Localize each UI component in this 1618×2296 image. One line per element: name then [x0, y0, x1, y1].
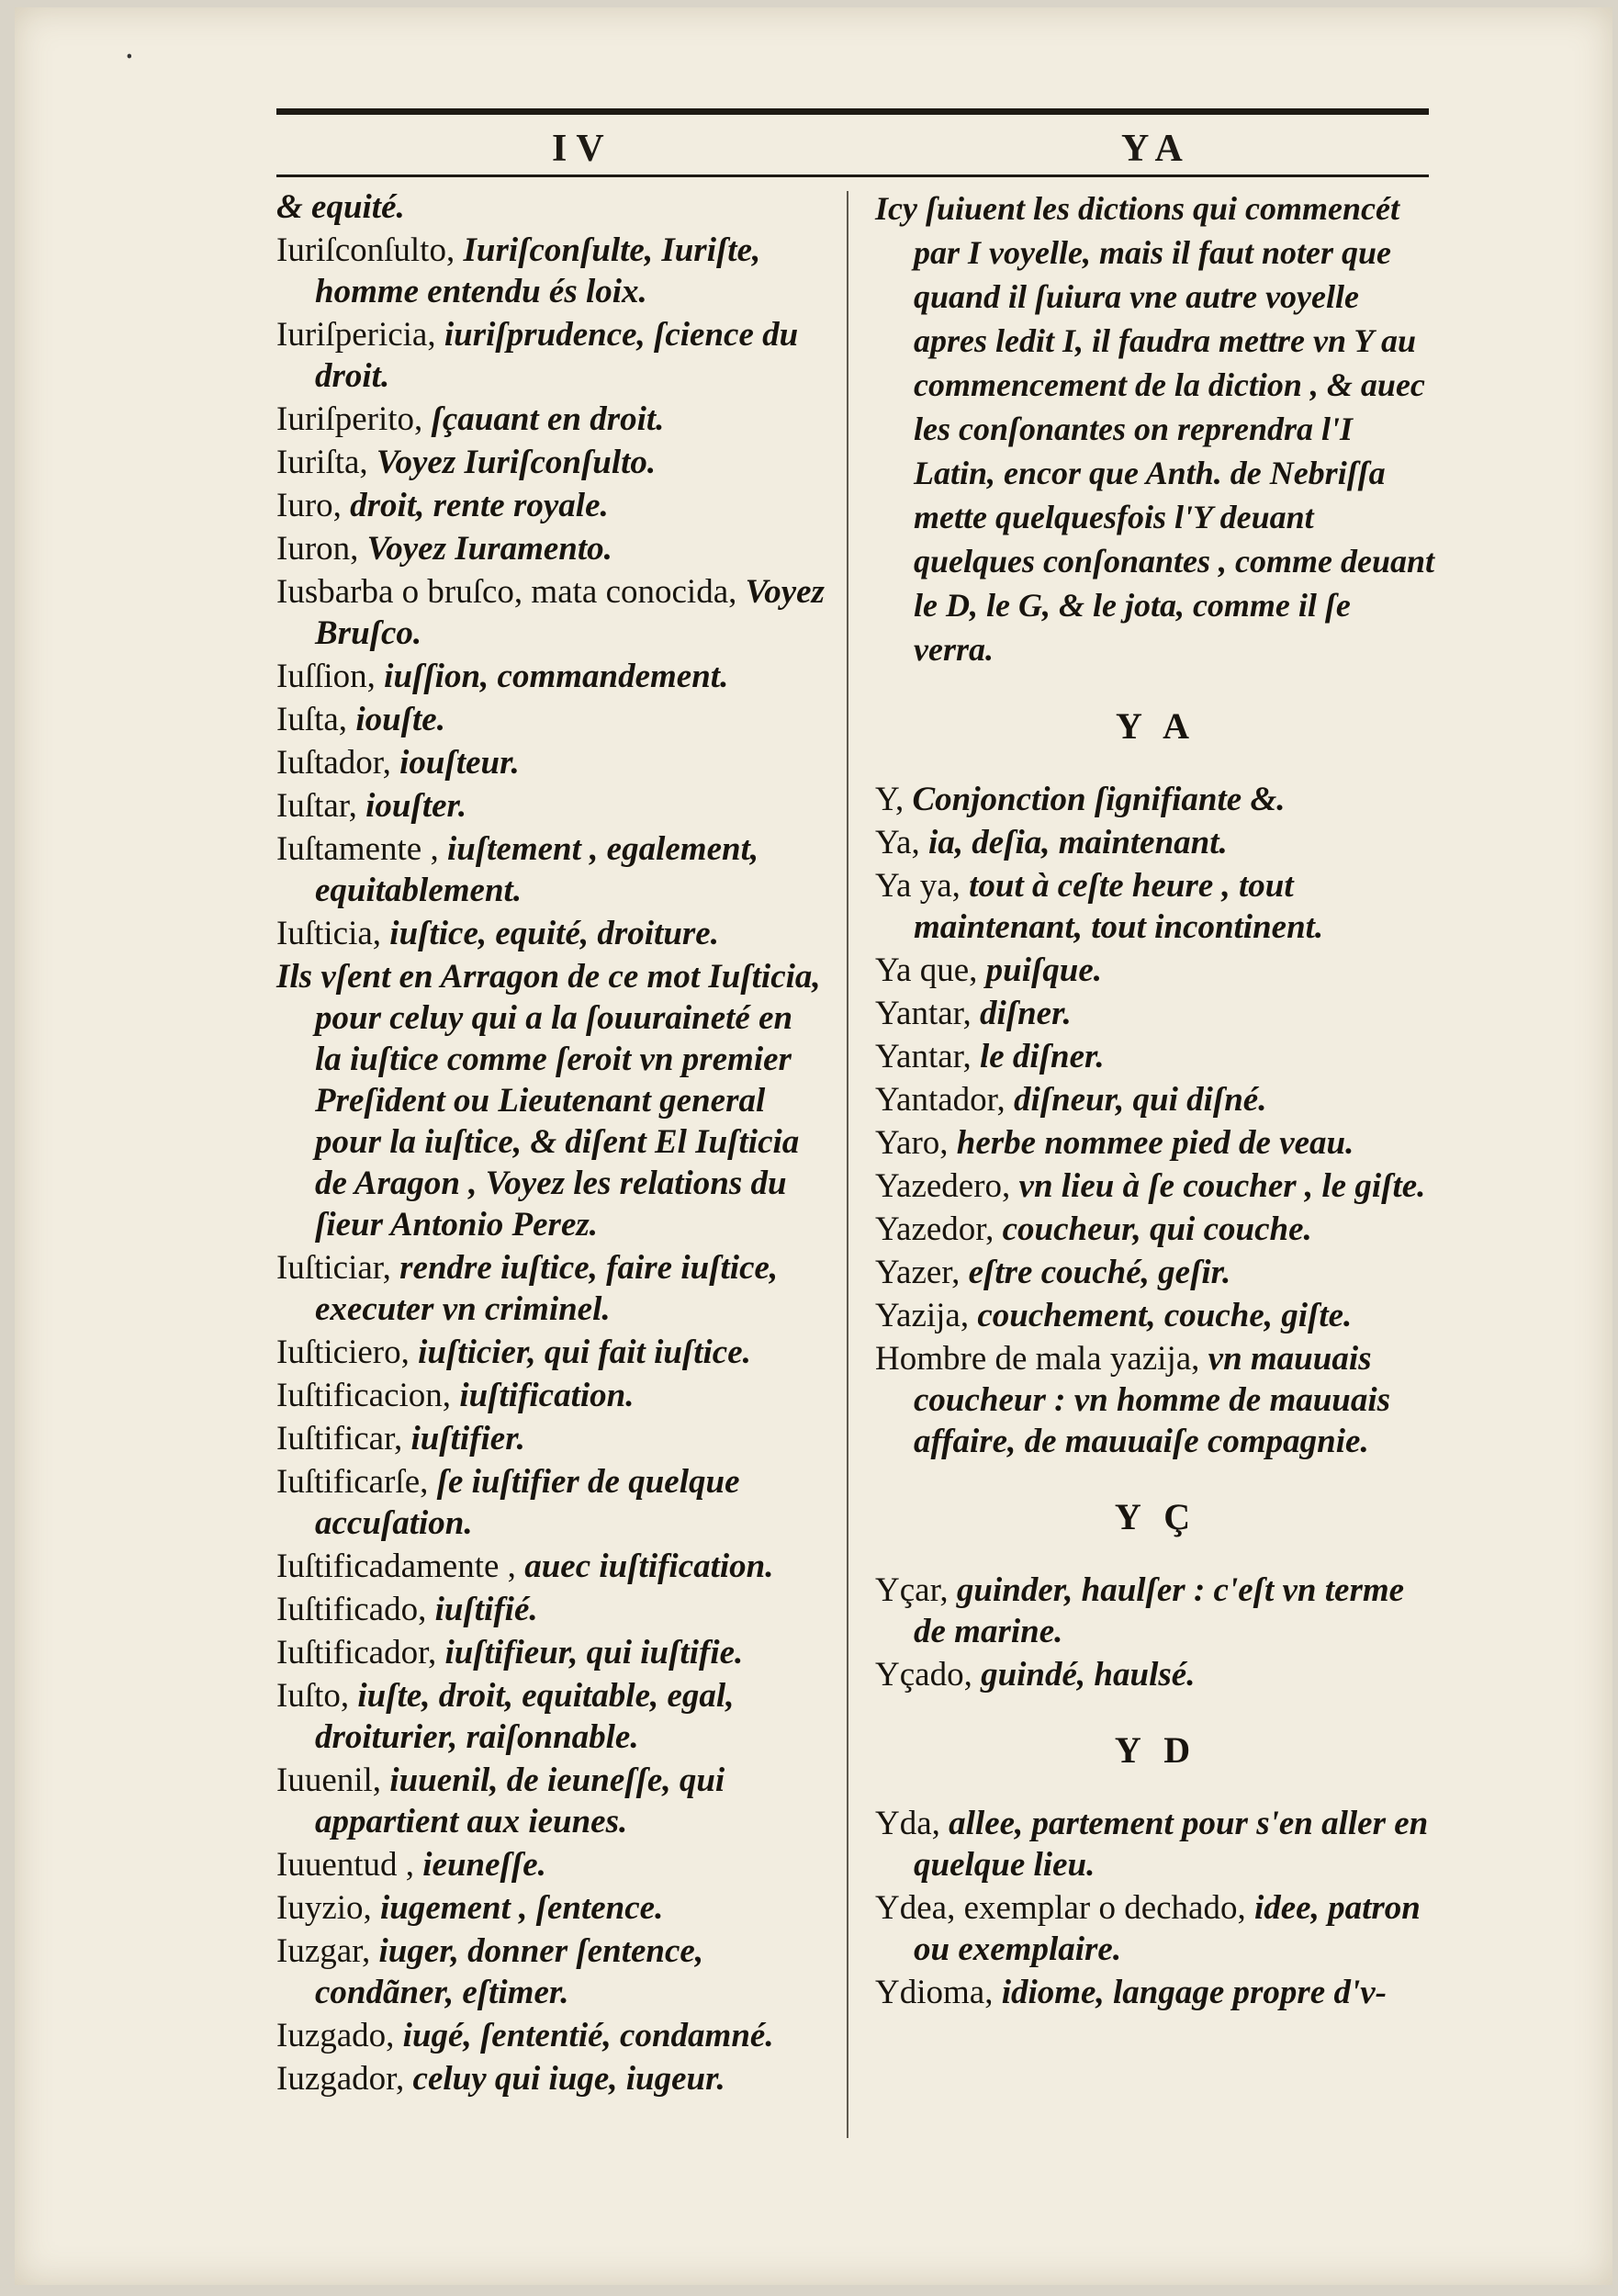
entry-headword: Iuriſconſulto, — [276, 231, 455, 269]
dictionary-entry — [875, 1122, 1437, 1164]
entry-translation: diſner. — [979, 995, 1072, 1032]
entry-headword: Iuſtar, — [276, 787, 357, 825]
entry-headword: Iuſtificadamente , — [276, 1548, 516, 1585]
entry-headword: Hombre de mala yazija, — [875, 1340, 1200, 1378]
entry-headword: Iuſtificacion, — [276, 1377, 452, 1414]
entry-translation: iugé, ſententié, condamné. — [402, 2017, 774, 2054]
dictionary-entry — [875, 950, 1437, 991]
entry-translation: ieuneſſe. — [422, 1846, 546, 1884]
entry-translation: celuy qui iuge, iugeur. — [412, 2060, 725, 2098]
entry-translation: allee, partement pour s'en aller en quelque lieu. — [914, 1805, 1429, 1884]
dictionary-entry — [276, 1887, 827, 1929]
entry-translation: iouſte. — [355, 701, 445, 738]
running-header — [276, 108, 1429, 182]
entry-translation: iouſter. — [365, 787, 467, 825]
dictionary-entry — [276, 1760, 827, 1842]
entry-headword: Ya, — [875, 824, 920, 861]
dictionary-entry — [276, 956, 827, 1245]
book-page — [15, 7, 1612, 2285]
entry-translation: iuger, donner ſentence, condãner, eſtimer. — [315, 1932, 704, 2011]
entry-headword: Iuro, — [276, 487, 342, 524]
dictionary-entry — [875, 1036, 1437, 1077]
dictionary-entry — [276, 399, 827, 440]
entry-headword: Iuſticia, — [276, 915, 382, 952]
dictionary-entry — [875, 1252, 1437, 1293]
entry-translation: ſçauant en droit. — [431, 400, 665, 438]
entry-translation: guinder, haulſer : c'eſt vn terme de marine. — [914, 1571, 1405, 1650]
dictionary-entry — [875, 1209, 1437, 1250]
entry-headword: Iuzgar, — [276, 1932, 371, 1970]
entry-translation: puiſque. — [985, 951, 1103, 989]
dictionary-entry — [276, 1418, 827, 1459]
header-left: IV — [552, 128, 613, 170]
entry-headword: Iusbarba o bruſco, mata conocida, — [276, 573, 737, 611]
entry-translation: iuſtice, equité, droiture. — [389, 915, 719, 952]
entry-headword: Yantar, — [875, 995, 972, 1032]
dictionary-entry — [276, 1589, 827, 1630]
entry-headword: Iuſto, — [276, 1677, 350, 1715]
entry-headword: Iuſtificar, — [276, 1420, 403, 1458]
dictionary-entry — [276, 442, 827, 483]
entry-translation: Ils vſent en Arragon de ce mot Iuſticia, pour celuy qui a la ſouuraineté en la iuſtice comme ſeroit vn premier Preſident ou Lieutenant general pour la iuſtice, & diſent El Iuſticia de Aragon , Voyez les relations du ſieur Antonio Perez. — [276, 958, 821, 1244]
entry-translation: rendre iuſtice, faire iuſtice, executer vn criminel. — [315, 1249, 779, 1328]
entry-headword: Yazedero, — [875, 1167, 1011, 1205]
section-heading: Y A — [1115, 705, 1197, 747]
entry-translation: iuſtifié. — [434, 1591, 538, 1628]
entry-translation: iuſte, droit, equitable, egal, droiturier, raiſonnable. — [315, 1677, 735, 1756]
entry-headword: Iuron, — [276, 530, 359, 568]
entry-translation: coucheur, qui couche. — [1002, 1210, 1312, 1248]
entry-headword: Iuriſperito, — [276, 400, 423, 438]
entry-headword: Iuſtamente , — [276, 830, 439, 868]
entry-translation: iuſticier, qui fait iuſtice. — [418, 1334, 751, 1371]
entry-translation: ia, deſia, maintenant. — [927, 824, 1228, 861]
dictionary-entry — [276, 742, 827, 783]
entry-translation: iuſtifier. — [410, 1420, 525, 1458]
entry-translation: vn mauuais coucheur : vn homme de mauuais affaire, de mauuaiſe compagnie. — [914, 1340, 1391, 1460]
entry-headword: Ydea, exemplar o dechado, — [875, 1889, 1246, 1927]
entry-headword: Yazer, — [875, 1254, 961, 1291]
entry-translation: iuuenil, de ieuneſſe, qui appartient aux ieunes. — [315, 1761, 725, 1840]
entry-headword: Yantador, — [875, 1081, 1006, 1119]
dictionary-entry — [875, 1338, 1437, 1462]
entry-translation: iouſteur. — [399, 744, 520, 782]
entry-translation: droit, rente royale. — [350, 487, 609, 524]
dictionary-entry — [875, 1165, 1437, 1207]
entry-headword: Ya que, — [875, 951, 978, 989]
entry-headword: Y, — [875, 781, 905, 818]
dictionary-entry — [276, 2015, 827, 2056]
entry-headword: Iuſtificador, — [276, 1634, 437, 1671]
dictionary-entry — [276, 571, 827, 654]
entry-headword: Iuſta, — [276, 701, 348, 738]
entry-headword: Iuriſta, — [276, 444, 368, 481]
entry-headword: Iuyzio, — [276, 1889, 372, 1927]
entry-translation: iuſſion, commandement. — [384, 658, 729, 695]
section-heading: Y Ç — [1114, 1496, 1198, 1537]
dictionary-entry — [276, 1461, 827, 1544]
dictionary-entry — [875, 1079, 1437, 1120]
dictionary-entry — [276, 656, 827, 697]
entry-translation: & equité. — [276, 188, 405, 226]
left-column — [276, 186, 827, 2101]
entry-headword: Yçado, — [875, 1656, 972, 1694]
dictionary-entry — [276, 2058, 827, 2099]
entry-headword: Iuſtador, — [276, 744, 391, 782]
entry-headword: Ya ya, — [875, 867, 961, 905]
dictionary-entry — [875, 822, 1437, 863]
entry-translation: tout à ceſte heure , tout maintenant, tout incontinent. — [914, 867, 1324, 946]
dictionary-entry — [276, 1546, 827, 1587]
right-column — [875, 186, 1437, 2015]
dictionary-entry — [276, 1632, 827, 1673]
entry-translation: diſneur, qui diſné. — [1013, 1081, 1267, 1119]
dictionary-entry — [276, 230, 827, 312]
header-rule-top — [276, 108, 1429, 115]
section-heading: Y D — [1114, 1729, 1198, 1771]
dictionary-entry — [875, 993, 1437, 1034]
dictionary-entry — [875, 1570, 1437, 1652]
entry-translation: eſtre couché, geſir. — [968, 1254, 1231, 1291]
entry-translation: idee, patron ou exemplaire. — [914, 1889, 1421, 1968]
dictionary-entry — [276, 1247, 827, 1330]
dictionary-entry — [276, 1675, 827, 1758]
entry-headword: Yazija, — [875, 1297, 970, 1334]
entry-headword: Iuuenil, — [276, 1761, 382, 1799]
dictionary-entry — [276, 828, 827, 911]
intro-paragraph: Icy ſuiuent les dictions qui commencét par I voyelle, mais il faut noter que quand il ſuiura vne autre voyelle apres ledit I, il faudra mettre vn Y au commencement de la diction , & auec les conſonantes on reprendra l'I Latin, encor que Anth. de Nebriſſa mette quelquesfois l'Y deuant quelques conſonantes , comme deuant le D, le G, & le jota, comme il ſe verra. — [875, 190, 1435, 668]
dictionary-entry — [276, 699, 827, 740]
dictionary-entry — [276, 1844, 827, 1885]
entry-headword: Iuzgador, — [276, 2060, 405, 2098]
dictionary-entry — [875, 1654, 1437, 1695]
dictionary-entry — [875, 865, 1437, 948]
entry-translation: ſe iuſtifier de quelque accuſation. — [315, 1463, 740, 1542]
entry-translation: couchement, couche, giſte. — [977, 1297, 1353, 1334]
dictionary-entry — [276, 785, 827, 827]
dictionary-entry — [276, 528, 827, 569]
header-right: YA — [1121, 128, 1192, 170]
entry-translation: Voyez Bruſco. — [315, 573, 825, 652]
dictionary-entry — [276, 1930, 827, 2013]
entry-headword: Yda, — [875, 1805, 940, 1842]
entry-translation: idiome, langage propre d'v- — [1001, 1974, 1387, 2011]
entry-translation: guindé, haulsé. — [981, 1656, 1196, 1694]
entry-headword: Yazedor, — [875, 1210, 994, 1248]
entry-translation: iugement , ſentence. — [380, 1889, 664, 1927]
column-divider — [847, 191, 848, 2138]
corner-mark: ⸱ — [125, 39, 134, 76]
entry-headword: Iuſtificarſe, — [276, 1463, 429, 1501]
dictionary-entry — [875, 1295, 1437, 1336]
entry-translation: Voyez Iuriſconſulto. — [376, 444, 657, 481]
dictionary-entry — [875, 1972, 1437, 2013]
entry-headword: Ydioma, — [875, 1974, 994, 2011]
entry-headword: Yçar, — [875, 1571, 949, 1609]
entry-headword: Iuſticiar, — [276, 1249, 391, 1287]
header-rule-bottom — [276, 174, 1429, 177]
entry-headword: Iuſtificado, — [276, 1591, 427, 1628]
entry-headword: Yantar, — [875, 1038, 972, 1075]
entry-translation: iuriſprudence, ſcience du droit. — [315, 316, 799, 395]
entry-translation: vn lieu à ſe coucher , le giſte. — [1018, 1167, 1426, 1205]
entry-translation: Conjonction ſignifiante &. — [912, 781, 1286, 818]
entry-translation: Iuriſconſulte, Iuriſte, homme entendu és loix. — [315, 231, 761, 310]
dictionary-entry — [276, 1375, 827, 1416]
entry-translation: iuſtement , egalement, equitablement. — [315, 830, 759, 909]
entry-headword: Iuſſion, — [276, 658, 376, 695]
dictionary-entry — [276, 1332, 827, 1373]
entry-translation: Voyez Iuramento. — [366, 530, 612, 568]
entry-translation: le diſner. — [979, 1038, 1105, 1075]
entry-headword: Iuzgado, — [276, 2017, 395, 2054]
entry-headword: Iuſticiero, — [276, 1334, 410, 1371]
entry-translation: iuſtifieur, qui iuſtifie. — [444, 1634, 744, 1671]
entry-headword: Yaro, — [875, 1124, 949, 1162]
dictionary-entry — [276, 186, 827, 228]
entry-translation: herbe nommee pied de veau. — [956, 1124, 1354, 1162]
dictionary-entry — [276, 314, 827, 397]
entry-headword: Iuuentud , — [276, 1846, 415, 1884]
entry-translation: iuſtification. — [459, 1377, 635, 1414]
dictionary-entry — [276, 913, 827, 954]
dictionary-entry — [875, 1887, 1437, 1970]
dictionary-entry — [875, 1803, 1437, 1885]
entry-headword: Iuriſpericia, — [276, 316, 436, 354]
entry-translation: auec iuſtification. — [524, 1548, 774, 1585]
dictionary-entry — [875, 779, 1437, 820]
dictionary-entry — [276, 485, 827, 526]
